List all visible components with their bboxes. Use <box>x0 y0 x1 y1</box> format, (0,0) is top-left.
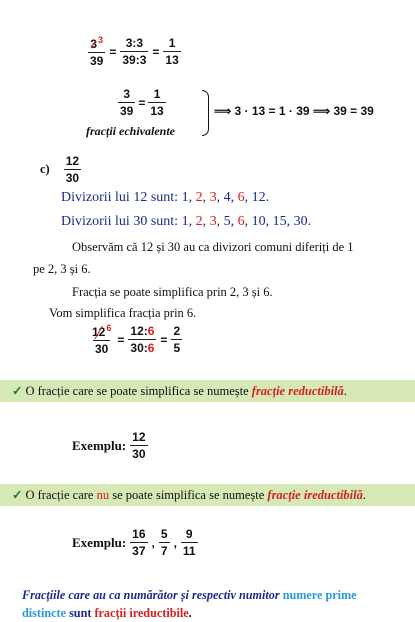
divisor-item: 15 <box>272 214 287 229</box>
rule-irreducible-band <box>0 484 415 506</box>
fraction-3-39 <box>88 36 105 67</box>
numerator: 2 <box>173 324 181 338</box>
fraction-1-13 <box>148 88 165 117</box>
term-irreducible: fracție ireductibilă <box>267 488 363 502</box>
negation-word: nu <box>96 488 110 502</box>
divisor-item: 3 <box>209 190 217 205</box>
equals-sign: = <box>109 44 117 59</box>
footer-highlight: numere prime <box>282 588 357 602</box>
divisors-12: Divizorii lui 12 sunt: 1, 2, 3, 4, 6, 12. <box>61 190 270 205</box>
divisor-item: 6 <box>237 214 245 229</box>
numerator: 12 <box>65 154 80 168</box>
check-icon: ✓ <box>12 384 23 398</box>
part-label: c) <box>40 162 50 176</box>
observation-line-2: pe 2, 3 și 6. <box>33 262 91 276</box>
footer-term: fracții ireductibile <box>94 606 189 620</box>
fraction-2-5 <box>171 325 182 354</box>
example-label: Exemplu: <box>72 437 127 453</box>
denominator: 13 <box>150 104 164 118</box>
check-icon: ✓ <box>12 488 23 502</box>
divisor-item: 12 <box>251 190 266 205</box>
fraction-division <box>120 37 148 66</box>
numerator: 12 <box>132 430 146 444</box>
divisor-item: 1 <box>181 190 189 205</box>
top-fraction-equation <box>88 36 181 67</box>
footer-note <box>22 586 412 622</box>
divisors-prefix: Divizorii lui 12 sunt: <box>61 190 182 205</box>
numerator: 1 <box>153 87 161 101</box>
divisor-item: 30 <box>293 214 308 229</box>
fraction-12-30 <box>130 431 147 460</box>
rule-irreducible-text <box>0 488 366 502</box>
divisor-item: 5 <box>223 214 231 229</box>
observation-line-1: Observăm că 12 și 30 au ca divizori comuni diferiți de 1 <box>72 240 354 254</box>
simplify-mark: 3 <box>98 35 104 45</box>
denominator: 5 <box>173 341 181 355</box>
example-1 <box>72 431 148 460</box>
will-simplify-text: Vom simplifica fracția prin 6. <box>49 306 197 320</box>
equivalent-label: fracții echivalente <box>86 124 175 138</box>
numerator: 3:3 <box>125 36 144 50</box>
equals-sign: = <box>152 44 160 59</box>
period: . <box>362 488 367 502</box>
denominator: 11 <box>182 544 196 558</box>
example-2 <box>72 528 198 557</box>
denominator: 30 <box>65 171 80 185</box>
fraction-1-13 <box>163 37 180 66</box>
fraction-16-37 <box>130 528 147 557</box>
denominator: 13 <box>165 53 179 67</box>
divisors-prefix: Divizorii lui 30 sunt: <box>61 214 182 229</box>
comma: , <box>151 535 155 550</box>
rule-reducible-band <box>0 380 415 402</box>
fraction-12-30 <box>64 155 81 184</box>
period: . <box>343 384 347 398</box>
denominator: 37 <box>132 544 146 558</box>
denominator: 30 <box>95 342 109 356</box>
part-c <box>40 155 81 184</box>
rule-reducible-text <box>0 384 347 398</box>
denominator: 30:6 <box>130 341 155 355</box>
divisor-item: 10 <box>251 214 266 229</box>
equals-sign: = <box>117 332 125 347</box>
simplify-mark: 6 <box>106 323 112 333</box>
fraction-9-11 <box>181 528 198 557</box>
numerator: 12 <box>92 325 106 339</box>
rule-text: se poate simplifica se numește <box>109 488 268 502</box>
term-reducible: fracție reductibilă <box>251 384 344 398</box>
equivalence-result: ⟹ 3 · 13 = 1 · 39 ⟹ 39 = 39 <box>214 104 374 118</box>
numerator: 16 <box>132 527 146 541</box>
numerator: 1 <box>168 36 176 50</box>
brace-icon <box>202 90 209 136</box>
period: . <box>188 606 192 620</box>
divisor-item: 6 <box>237 190 245 205</box>
denominator: 7 <box>160 544 168 558</box>
divisor-item: 2 <box>195 190 203 205</box>
numerator: 5 <box>160 527 168 541</box>
can-simplify-text: Fracția se poate simplifica prin 2, 3 și 6. <box>72 285 273 299</box>
denominator: 39:3 <box>122 53 147 67</box>
denominator: 39 <box>120 104 134 118</box>
equals-sign: = <box>160 332 168 347</box>
divisor-item: 2 <box>195 214 203 229</box>
divisors-30: Divizorii lui 30 sunt: 1, 2, 3, 5, 6, 10, 15, 30. <box>61 214 312 229</box>
numerator: 3 <box>90 37 98 51</box>
divisor-item: 4 <box>223 190 231 205</box>
equivalent-fractions <box>118 88 166 117</box>
numerator: 9 <box>185 527 193 541</box>
comma: , <box>173 535 177 550</box>
footer-text: sunt <box>66 606 95 620</box>
rule-text: O fracție care <box>25 488 97 502</box>
numerator: 12:6 <box>130 324 155 338</box>
footer-text: Fracțiile care au ca numărător și respectiv numitor <box>22 588 283 602</box>
example-label: Exemplu: <box>72 534 127 550</box>
fraction-5-7 <box>159 528 170 557</box>
rule-text: O fracție care se poate simplifica se numește <box>25 384 252 398</box>
divisor-item: 1 <box>181 214 189 229</box>
divisor-item: 3 <box>209 214 217 229</box>
denominator: 30 <box>132 447 146 461</box>
footer-highlight: distincte <box>22 606 67 620</box>
fraction-12-30 <box>90 324 113 355</box>
fraction-division <box>128 325 156 354</box>
denominator: 39 <box>90 54 104 68</box>
equals-sign: = <box>138 95 146 110</box>
simplification-equation <box>90 324 182 355</box>
numerator: 3 <box>123 87 131 101</box>
fraction-3-39 <box>118 88 135 117</box>
